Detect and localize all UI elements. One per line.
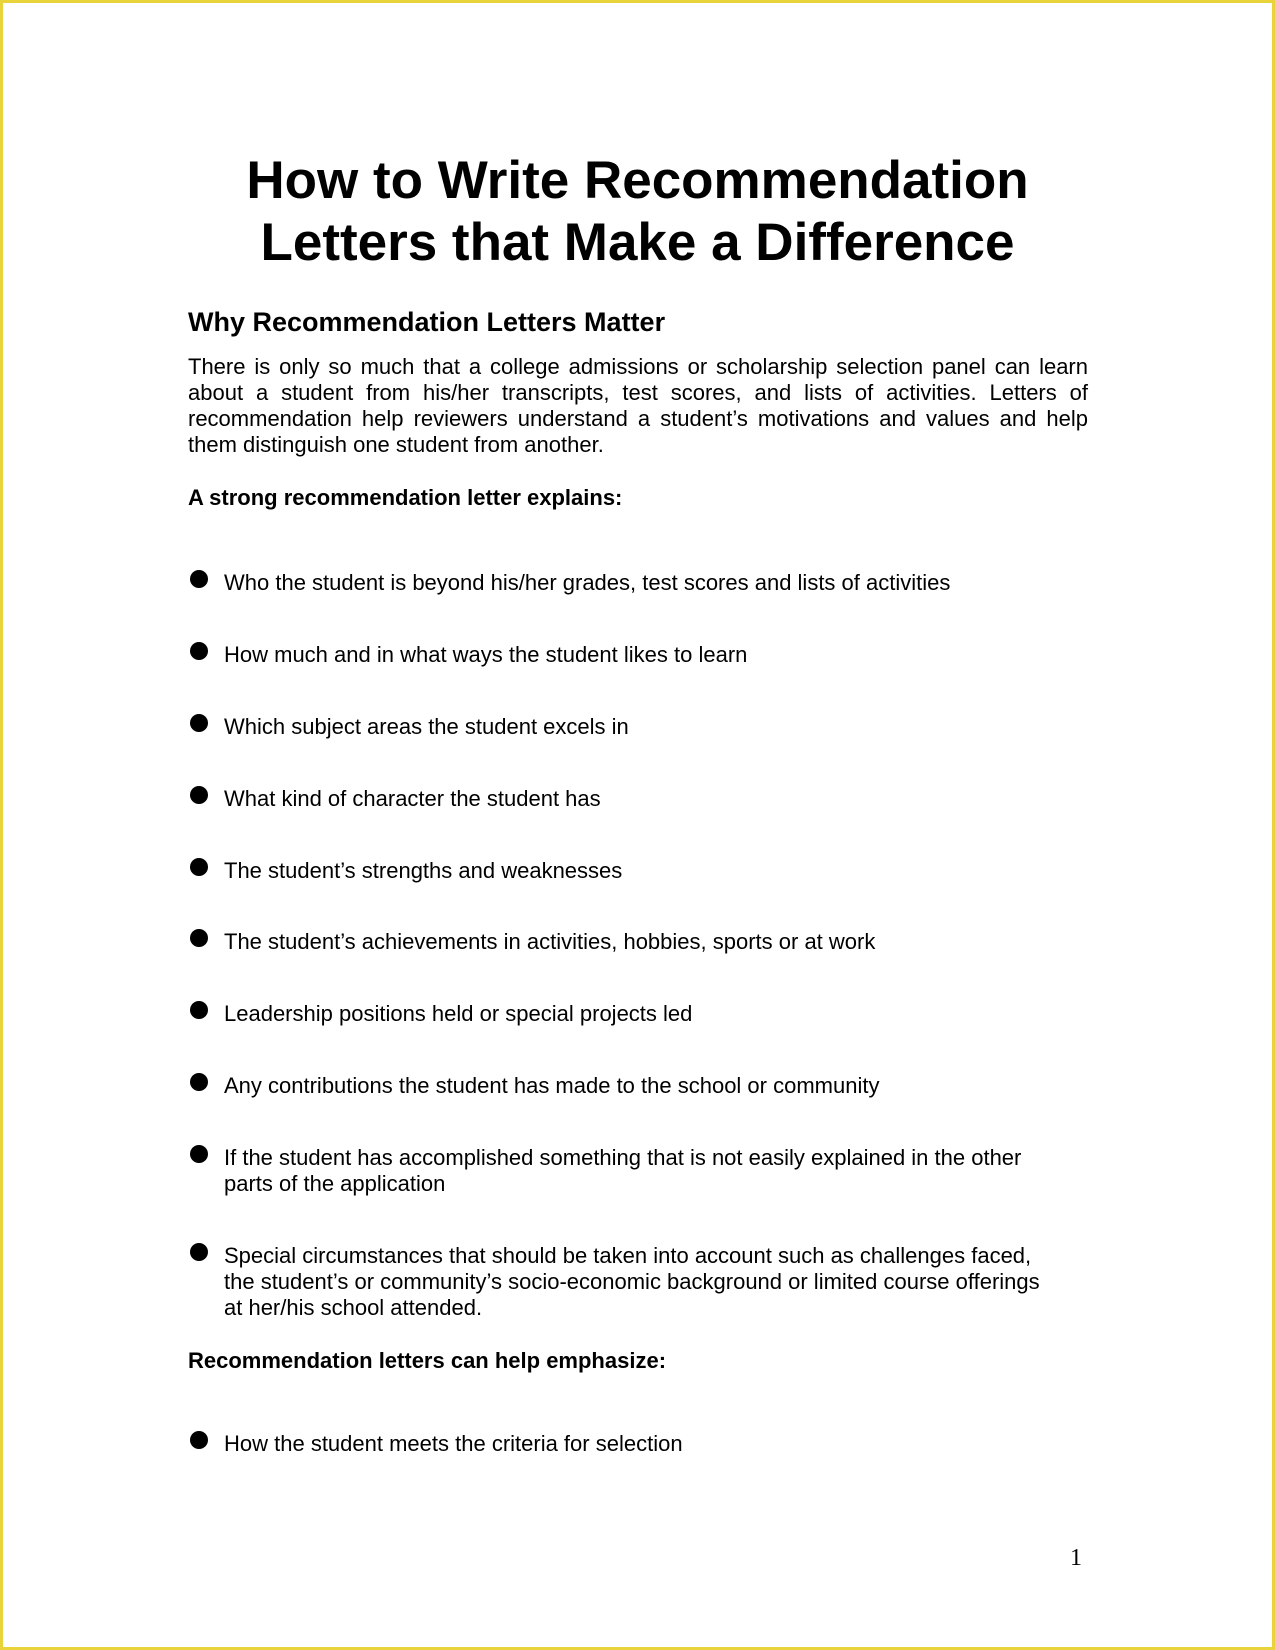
list-item	[188, 570, 1088, 596]
list-item	[188, 1243, 1088, 1321]
title-line-1: How to Write Recommendation	[246, 151, 1029, 210]
list-item-text: The student’s achievements in activities, hobbies, sports or at work	[224, 929, 876, 954]
bullet-icon	[190, 570, 208, 588]
list-item-text: If the student has accomplished something that is not easily explained in the other parts of the application	[224, 1145, 1022, 1196]
list-item	[188, 1001, 1088, 1027]
list-item-text: How the student meets the criteria for selection	[224, 1431, 683, 1456]
bullet-icon	[190, 929, 208, 947]
list-item-text: Which subject areas the student excels in	[224, 714, 629, 739]
list-item	[188, 714, 1088, 740]
bullet-icon	[190, 1145, 208, 1163]
list-item-text: Leadership positions held or special projects led	[224, 1001, 693, 1026]
list-item	[188, 1145, 1088, 1197]
list-item	[188, 1073, 1088, 1099]
bullet-icon	[190, 642, 208, 660]
document-title	[0, 150, 1275, 274]
page-number: 1	[1070, 1545, 1082, 1571]
bullet-icon	[190, 1001, 208, 1019]
title-line-2: Letters that Make a Difference	[260, 213, 1015, 272]
list-item-text: The student’s strengths and weaknesses	[224, 858, 623, 883]
list-item	[188, 858, 1088, 884]
list-heading-explains: A strong recommendation letter explains:	[188, 485, 623, 510]
intro-paragraph: There is only so much that a college admissions or scholarship selection panel can learn about a student from his/her transcripts, test scores, and lists of activities. Letters of recommendation help reviewers understand a student’s motivations and values and help them distinguish one student from another.	[188, 354, 1088, 457]
bullet-icon	[190, 1073, 208, 1091]
section-heading: Why Recommendation Letters Matter	[188, 307, 666, 337]
bullet-icon	[190, 1243, 208, 1261]
list-item	[188, 786, 1088, 812]
list-item-text: Who the student is beyond his/her grades, test scores and lists of activities	[224, 570, 951, 595]
bullet-icon	[190, 786, 208, 804]
list-item-text: How much and in what ways the student likes to learn	[224, 642, 748, 667]
list-item	[188, 642, 1088, 668]
list-item	[188, 1431, 1088, 1457]
list-item	[188, 929, 1088, 955]
bullet-icon	[190, 714, 208, 732]
list-item-text: Special circumstances that should be taken into account such as challenges faced, the student’s or community’s socio-economic background or limited course offerings at her/his school attended.	[224, 1243, 1040, 1320]
bullet-icon	[190, 858, 208, 876]
bullet-icon	[190, 1431, 208, 1449]
list-item-text: What kind of character the student has	[224, 786, 601, 811]
list-item-text: Any contributions the student has made to the school or community	[224, 1073, 880, 1098]
list-heading-emphasize: Recommendation letters can help emphasize:	[188, 1348, 667, 1373]
